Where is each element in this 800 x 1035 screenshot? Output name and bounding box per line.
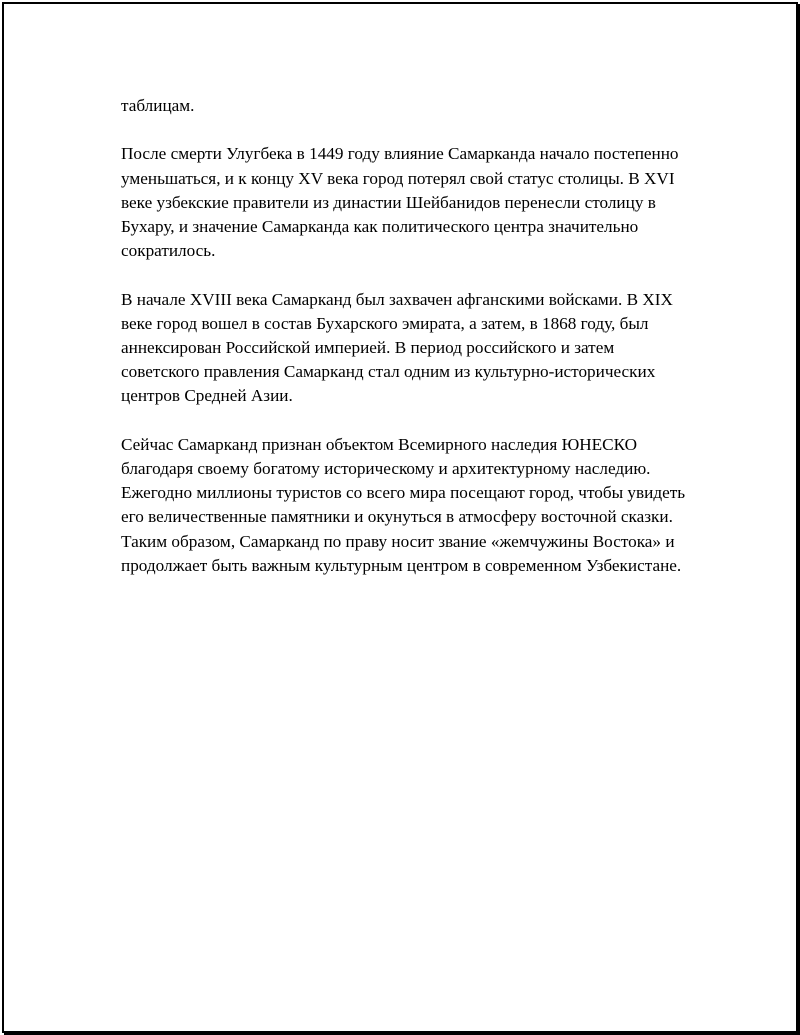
paragraph-ulugbek-decline: После смерти Улугбека в 1449 году влияние Самарканда начало постепенно уменьшаться, и к концу XV века город потерял свой статус столицы. В XVI веке узбекские правители из династии Шейбанидов перенесли столицу в Бухару, и значение Самарканда как политического центра значительно сократилось. xyxy=(121,144,679,261)
lead-line: таблицам. xyxy=(121,96,195,115)
document-body xyxy=(121,94,696,578)
document-page xyxy=(2,2,798,1033)
paragraph-18th-19th-century: В начале XVIII века Самарканд был захвачен афганскими войсками. В XIX веке город вошел в состав Бухарского эмирата, а затем, в 1868 году, был аннексирован Российской империей. В период российского и затем советского правления Самарканд стал одним из культурно-исторических центров Средней Азии. xyxy=(121,289,673,406)
paragraph-unesco-heritage: Сейчас Самарканд признан объектом Всемирного наследия ЮНЕСКО благодаря своему богатому историческому и архитектурному наследию. Ежегодно миллионы туристов со всего мира посещают город, чтобы увидеть его величественные памятники и окунуться в атмосферу восточной сказки. Таким образом, Самарканд по праву носит звание «жемчужины Востока» и продолжает быть важным культурным центром в современном Узбекистане. xyxy=(121,434,686,575)
